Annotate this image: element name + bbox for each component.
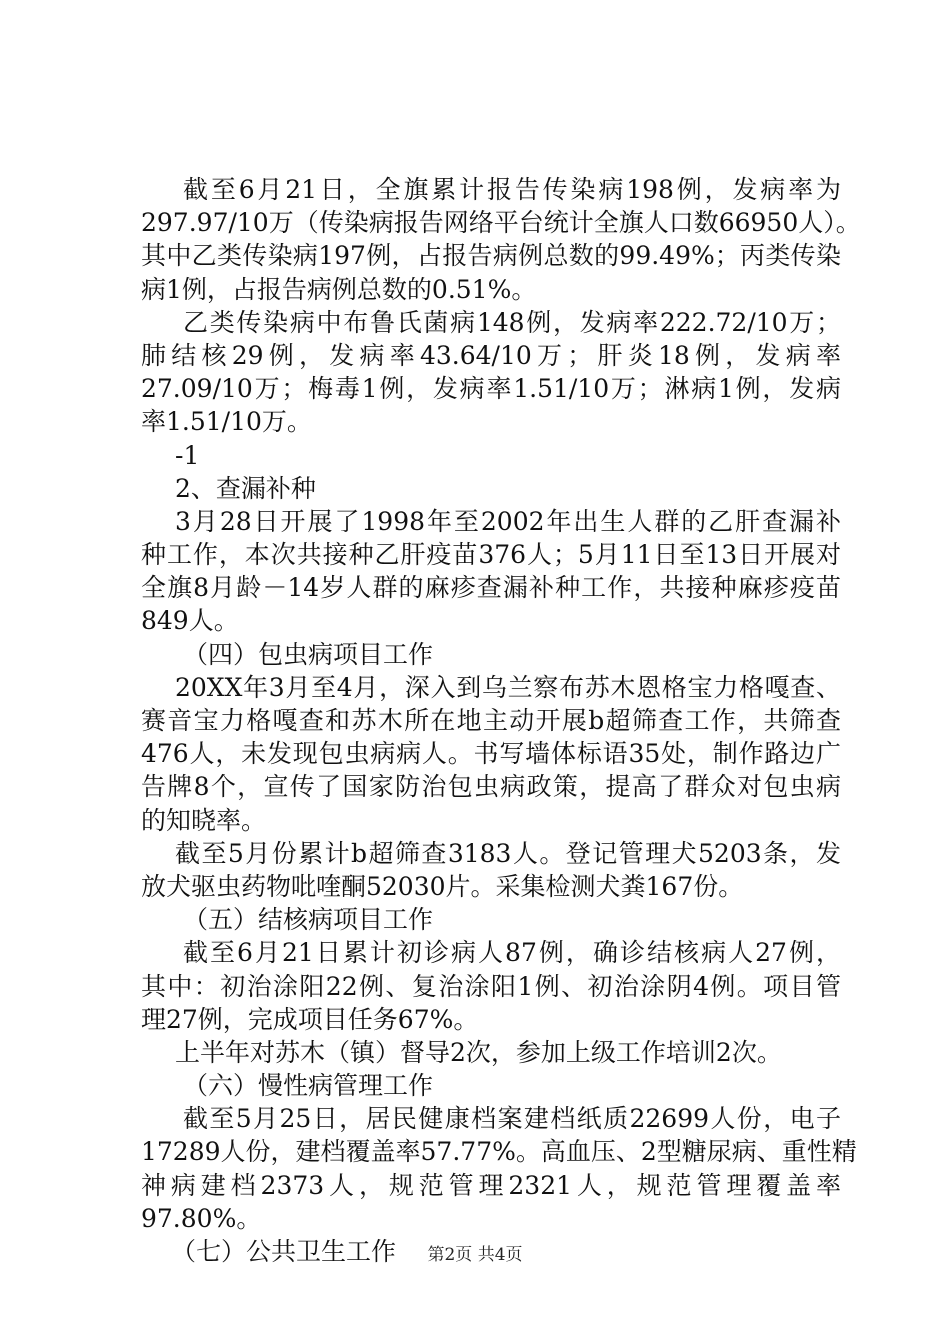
section-heading: （四）包虫病项目工作 <box>183 639 434 669</box>
text-line: 病1例，占报告病例总数的0.51%。 <box>141 274 537 304</box>
text-line: 其中：初治涂阳22例、复治涂阳1例、初治涂阴4例。项目管 <box>141 971 841 1001</box>
document-body <box>141 173 861 1268</box>
text-line: 截至5月25日，居民健康档案建档纸质22699人份，电子 <box>183 1104 841 1134</box>
section-heading: 2、查漏补种 <box>175 473 316 503</box>
section-heading: （七）公共卫生工作 <box>171 1237 397 1266</box>
text-line: 27.09/10万；梅毒1例，发病率1.51/10万；淋病1例，发病 <box>141 374 841 404</box>
text-line: 20XX年3月至4月，深入到乌兰察布苏木恩格宝力格嘎查、 <box>175 672 841 702</box>
text-line: 截至6月21日累计初诊病人87例，确诊结核病人27例， <box>183 938 841 968</box>
text-line: 476人，未发现包虫病病人。书写墙体标语35处，制作路边广 <box>141 739 841 769</box>
text-line: 17289人份，建档覆盖率57.77%。高血压、2型糖尿病、重性精 <box>141 1137 857 1167</box>
text-line: -1 <box>175 440 200 470</box>
text-line: 297.97/10万（传染病报告网络平台统计全旗人口数66950人）。 <box>141 208 861 238</box>
text-line: 理27例，完成项目任务67%。 <box>141 1004 479 1034</box>
text-line: 截至5月份累计b超筛查3183人。登记管理犬5203条，发 <box>175 838 841 868</box>
text-line: 种工作，本次共接种乙肝疫苗376人；5月11日至13日开展对 <box>141 540 841 570</box>
text-line: 全旗8月龄－14岁人群的麻疹查漏补种工作，共接种麻疹疫苗 <box>141 573 841 603</box>
text-line: 告牌8个，宣传了国家防治包虫病政策，提高了群众对包虫病 <box>141 772 841 802</box>
text-line: 放犬驱虫药物吡喹酮52030片。采集检测犬粪167份。 <box>141 871 744 901</box>
page-footer: 第2页 共4页 <box>427 1245 523 1265</box>
text-line: 的知晓率。 <box>141 805 267 835</box>
text-line: 率1.51/10万。 <box>141 407 312 437</box>
text-line: 849人。 <box>141 606 239 636</box>
text-line: 乙类传染病中布鲁氏菌病148例，发病率222.72/10万； <box>183 307 841 337</box>
text-line: 肺结核29例，发病率43.64/10万；肝炎18例，发病率 <box>141 340 841 370</box>
text-line: 其中乙类传染病197例，占报告病例总数的99.49%；丙类传染 <box>141 241 841 271</box>
text-line: 3月28日开展了1998年至2002年出生人群的乙肝查漏补 <box>175 506 841 536</box>
text-line: 神病建档2373人，规范管理2321人，规范管理覆盖率 <box>141 1170 841 1200</box>
text-line: 上半年对苏木（镇）督导2次，参加上级工作培训2次。 <box>175 1037 782 1067</box>
text-line: 截至6月21日，全旗累计报告传染病198例，发病率为 <box>183 175 841 204</box>
section-heading: （五）结核病项目工作 <box>183 905 434 935</box>
text-line: 97.80%。 <box>141 1203 262 1233</box>
text-line: 赛音宝力格嘎查和苏木所在地主动开展b超筛查工作，共筛查 <box>141 706 841 735</box>
section-heading: （六）慢性病管理工作 <box>183 1071 434 1101</box>
